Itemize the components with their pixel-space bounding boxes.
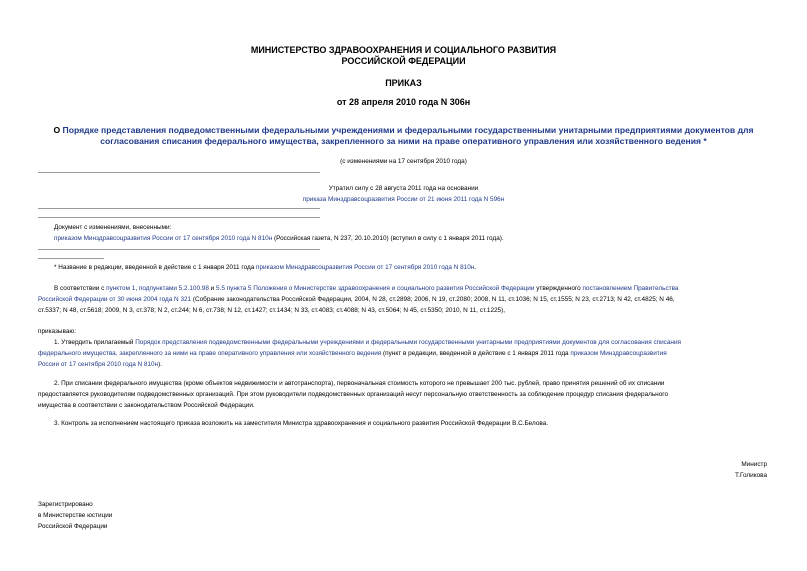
divider [38, 217, 320, 218]
divider [38, 249, 320, 250]
footnote-rule [38, 258, 104, 259]
document-date: от 28 апреля 2010 года N 306н [336, 97, 471, 107]
item1-line2 [38, 348, 667, 359]
registration-line2: в Министерстве юстиции [38, 512, 113, 519]
basis-link-regulation[interactable]: 5.5 пункта 5 Положения о Министерстве здравоохранения и социального развития Российской Федерации [216, 285, 535, 292]
divider [38, 172, 320, 173]
title-link-part1[interactable]: Порядке представления подведомственными федеральными учреждениями и федеральными государственными унитарными предприятиями документов для [62, 125, 754, 135]
registration-line3: Российской Федерации [38, 523, 108, 530]
basis-text: утвержденного [534, 285, 583, 292]
footnote-text: * Название в редакции, введенной в действие с 1 января 2011 года [54, 264, 257, 271]
changes-label: Документ с изменениями, внесенными: [54, 224, 172, 231]
item1-line1 [54, 337, 681, 348]
signature-position: Министр [741, 461, 767, 468]
basis-link-decree[interactable]: постановлением Правительства [582, 285, 679, 292]
expiry-text: Утратил силу с 28 августа 2011 года на основании [328, 185, 479, 192]
basis-text: В соответствии с [54, 285, 107, 292]
document-type: ПРИКАЗ [385, 78, 422, 88]
footnote [54, 262, 476, 273]
item1-line3 [38, 359, 162, 370]
basis-line3: ст.5337; N 48, ст.5618; 2009, N 3, ст.378; N 2, ст.244; N 6, ст.738; N 12, ст.1427; ст.1434; N 33, ст.4083; ст.4088; N 43, ст.5064; N 45, ст.5350; 2010, N 11, ст.1225), [38, 307, 506, 314]
registration-line1: Зарегистрировано [38, 501, 93, 508]
basis-text: , [135, 285, 139, 292]
title-link-part2[interactable]: согласования списания федерального имущества, закрепленного за ними на праве оперативного управления или хозяйственного ведения [100, 136, 702, 146]
item1-text: ). [158, 361, 163, 368]
ministry-name-line2: РОССИЙСКОЙ ФЕДЕРАЦИИ [341, 56, 466, 66]
item2-line1: 2. При списании федерального имущества (кроме объектов недвижимости и автотранспорта), первоначальная стоимость которого не превышает 200 тыс. рублей, право принятия решений об их списании [54, 380, 665, 387]
basis-link-item1[interactable]: пунктом 1 [106, 285, 136, 292]
item2-line3: имущества в соответствии с законодательством Российской Федерации. [38, 402, 255, 409]
changes-tail: (Российская газета, N 237, 20.10.2010) (вступил в силу с 1 января 2011 года). [272, 235, 504, 242]
order-word: приказываю: [38, 328, 76, 335]
title-asterisk-link[interactable]: * [701, 136, 707, 146]
item1-order-link[interactable]: приказом Минздравсоцразвития [570, 350, 667, 357]
signature-name: Т.Голикова [734, 472, 767, 479]
footnote-tail: . [474, 264, 477, 271]
expiry-link-row [0, 194, 807, 205]
divider [38, 208, 320, 209]
title-prefix: О [53, 125, 63, 135]
item1-procedure-link[interactable]: Порядок представления подведомственными федеральными учреждениями и федеральными государственными унитарными предприятиями документов для согласования списания [135, 339, 681, 346]
item1-procedure-link-cont[interactable]: федерального имущества, закрепленного за ними на праве оперативного управления или хозяйственного ведения [38, 350, 382, 357]
item1-text: 1. Утвердить прилагаемый [54, 339, 136, 346]
basis-line1 [54, 283, 678, 294]
document-title-line2 [0, 136, 807, 147]
item2-line2: предоставляется руководителям подведомственных организаций. При этом руководители подведомственных организаций несут персональную ответственность за соблюдение процедур списания федерального [38, 391, 669, 398]
item1-text: (пункт в редакции, введенной в действие с 1 января 2011 года [381, 350, 571, 357]
item3: 3. Контроль за исполнением настоящего приказа возложить на заместителя Министра здравоохранения и социального развития Российской Федерации В.С.Белова. [54, 420, 549, 427]
basis-link-decree-date[interactable]: Российской Федерации от 30 июня 2004 года N 321 [38, 296, 192, 303]
item1-order-link-cont[interactable]: России от 17 сентября 2010 года N 810н [38, 361, 159, 368]
basis-link-subitems[interactable]: подпунктами 5.2.100.98 [138, 285, 209, 292]
basis-text: (Собрание законодательства Российской Федерации, 2004, N 28, ст.2898; 2006, N 19, ст.2080; 2008, N 11, ст.1036; N 15, ст.1555; N 23, ст.2713; N 42, ст.4825; N 46, [191, 296, 675, 303]
document-title-line1 [0, 125, 807, 136]
ministry-name-line1: МИНИСТЕРСТВО ЗДРАВООХРАНЕНИЯ И СОЦИАЛЬНОГО РАЗВИТИЯ [250, 45, 557, 55]
basis-line2 [38, 294, 675, 305]
amendment-note: (с изменениями на 17 сентября 2010 года) [340, 158, 467, 165]
footnote-link[interactable]: приказом Минздравсоцразвития России от 17 сентября 2010 года N 810н [256, 264, 475, 271]
expiry-order-link[interactable]: приказа Минздравсоцразвития России от 21 июня 2011 года N 596н [302, 196, 505, 203]
changes-row [54, 233, 504, 244]
basis-text: и [208, 285, 217, 292]
changes-order-link[interactable]: приказом Минздравсоцразвития России от 17 сентября 2010 года N 810н [54, 235, 273, 242]
